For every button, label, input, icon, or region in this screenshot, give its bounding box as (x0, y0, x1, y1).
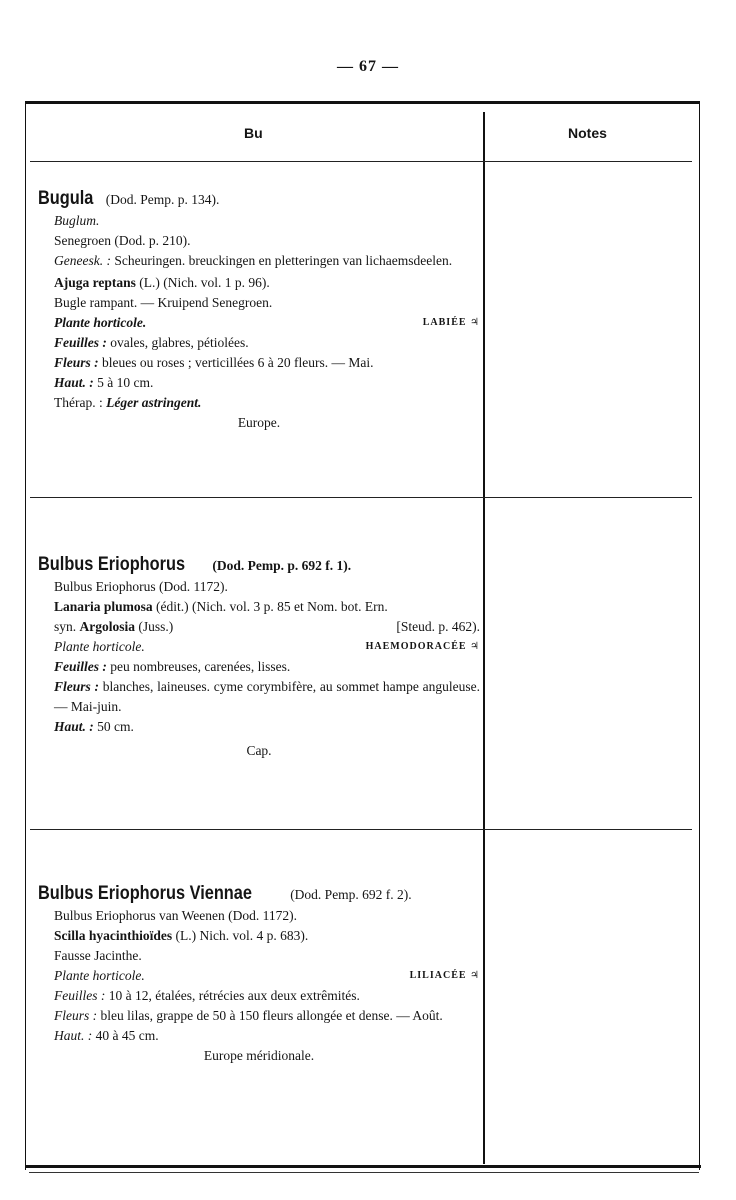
common-names: Bugle rampant. — Kruipend Senegroen. (54, 295, 273, 310)
flowers-row: Fleurs : bleu lilas, grappe de 50 à 150 fleurs allongée et dense. — Août. (54, 1008, 443, 1023)
height-row: Haut. : 50 cm. (54, 719, 134, 734)
common-names: Fausse Jacinthe. (54, 948, 142, 963)
plant-type-row: Plante horticole. LILIACÉE ♃ (38, 966, 480, 986)
synonym: Lanaria plumosa (édit.) (Nich. vol. 3 p. 85 et Nom. bot. Ern. (54, 599, 388, 614)
leaves-row: Feuilles : ovales, glabres, pétiolées. (54, 335, 249, 350)
medical-use: Geneesk. : Scheuringen. breuckingen en pletteringen van lichaemsdeelen. (54, 253, 453, 268)
dutch-name: Senegroen (Dod. p. 210). (54, 233, 191, 248)
entry-title: Bugula (38, 188, 94, 209)
height-row: Haut. : 40 à 45 cm. (54, 1028, 159, 1043)
plant-type-row: Plante horticole. LABIÉE ♃ (38, 313, 480, 333)
family-label: LILIACÉE ♃ (409, 970, 480, 981)
column-header-main: Bu (244, 125, 263, 141)
latin-name: Bulbus Eriophorus van Weenen (Dod. 1172). (54, 908, 297, 923)
height-row: Haut. : 5 à 10 cm. (54, 375, 154, 390)
entry-divider-1 (30, 497, 692, 498)
latin-name: Buglum. (54, 213, 100, 228)
bottom-rule (25, 1165, 701, 1168)
column-divider (483, 112, 485, 1164)
entry-reference: (Dod. Pemp. p. 692 f. 1). (212, 558, 352, 573)
leaves-row: Feuilles : 10 à 12, étalées, rétrécies aux deux extrêmités. (54, 988, 360, 1003)
entry-bulbus-eriophorus (38, 553, 480, 761)
entry-divider-2 (30, 829, 692, 830)
entry-reference: (Dod. Pemp. p. 134). (105, 192, 220, 207)
entry-reference: (Dod. Pemp. 692 f. 2). (290, 887, 412, 902)
bottom-rule-thin (29, 1172, 699, 1173)
header-rule (30, 161, 692, 162)
flowers-row: Fleurs : bleues ou roses ; verticillées 6 à 20 fleurs. — Mai. (54, 355, 374, 370)
entry-bugula (38, 187, 480, 433)
column-header-notes: Notes (568, 125, 607, 141)
synonym: Ajuga reptans (L.) (Nich. vol. 1 p. 96). (54, 275, 270, 290)
family-label: HAEMODORACÉE ♃ (365, 641, 480, 652)
synonym: Scilla hyacinthioïdes (L.) Nich. vol. 4 p. 683). (54, 928, 309, 943)
page-number: — 67 — (337, 58, 399, 75)
region: Europe. (237, 415, 281, 430)
leaves-row: Feuilles : peu nombreuses, carenées, lisses. (54, 659, 291, 674)
entry-title: Bulbus Eriophorus Viennae (38, 883, 252, 904)
flowers-row: Fleurs : blanches, laineuses. cyme corymbifère, au sommet hampe anguleuse. — Mai-juin. (54, 679, 481, 714)
region: Cap. (246, 743, 272, 758)
latin-name: Bulbus Eriophorus (Dod. 1172). (54, 579, 228, 594)
entry-title: Bulbus Eriophorus (38, 554, 186, 575)
plant-type-row: Plante horticole. HAEMODORACÉE ♃ (38, 637, 480, 657)
family-label: LABIÉE ♃ (422, 317, 480, 328)
synonym-2: syn. Argolosia (Juss.) [Steud. p. 462). (54, 619, 480, 634)
region: Europe méridionale. (203, 1048, 315, 1063)
entry-bulbus-eriophorus-viennae (38, 882, 480, 1066)
therapy-row: Thérap. : Léger astringent. (54, 395, 202, 410)
